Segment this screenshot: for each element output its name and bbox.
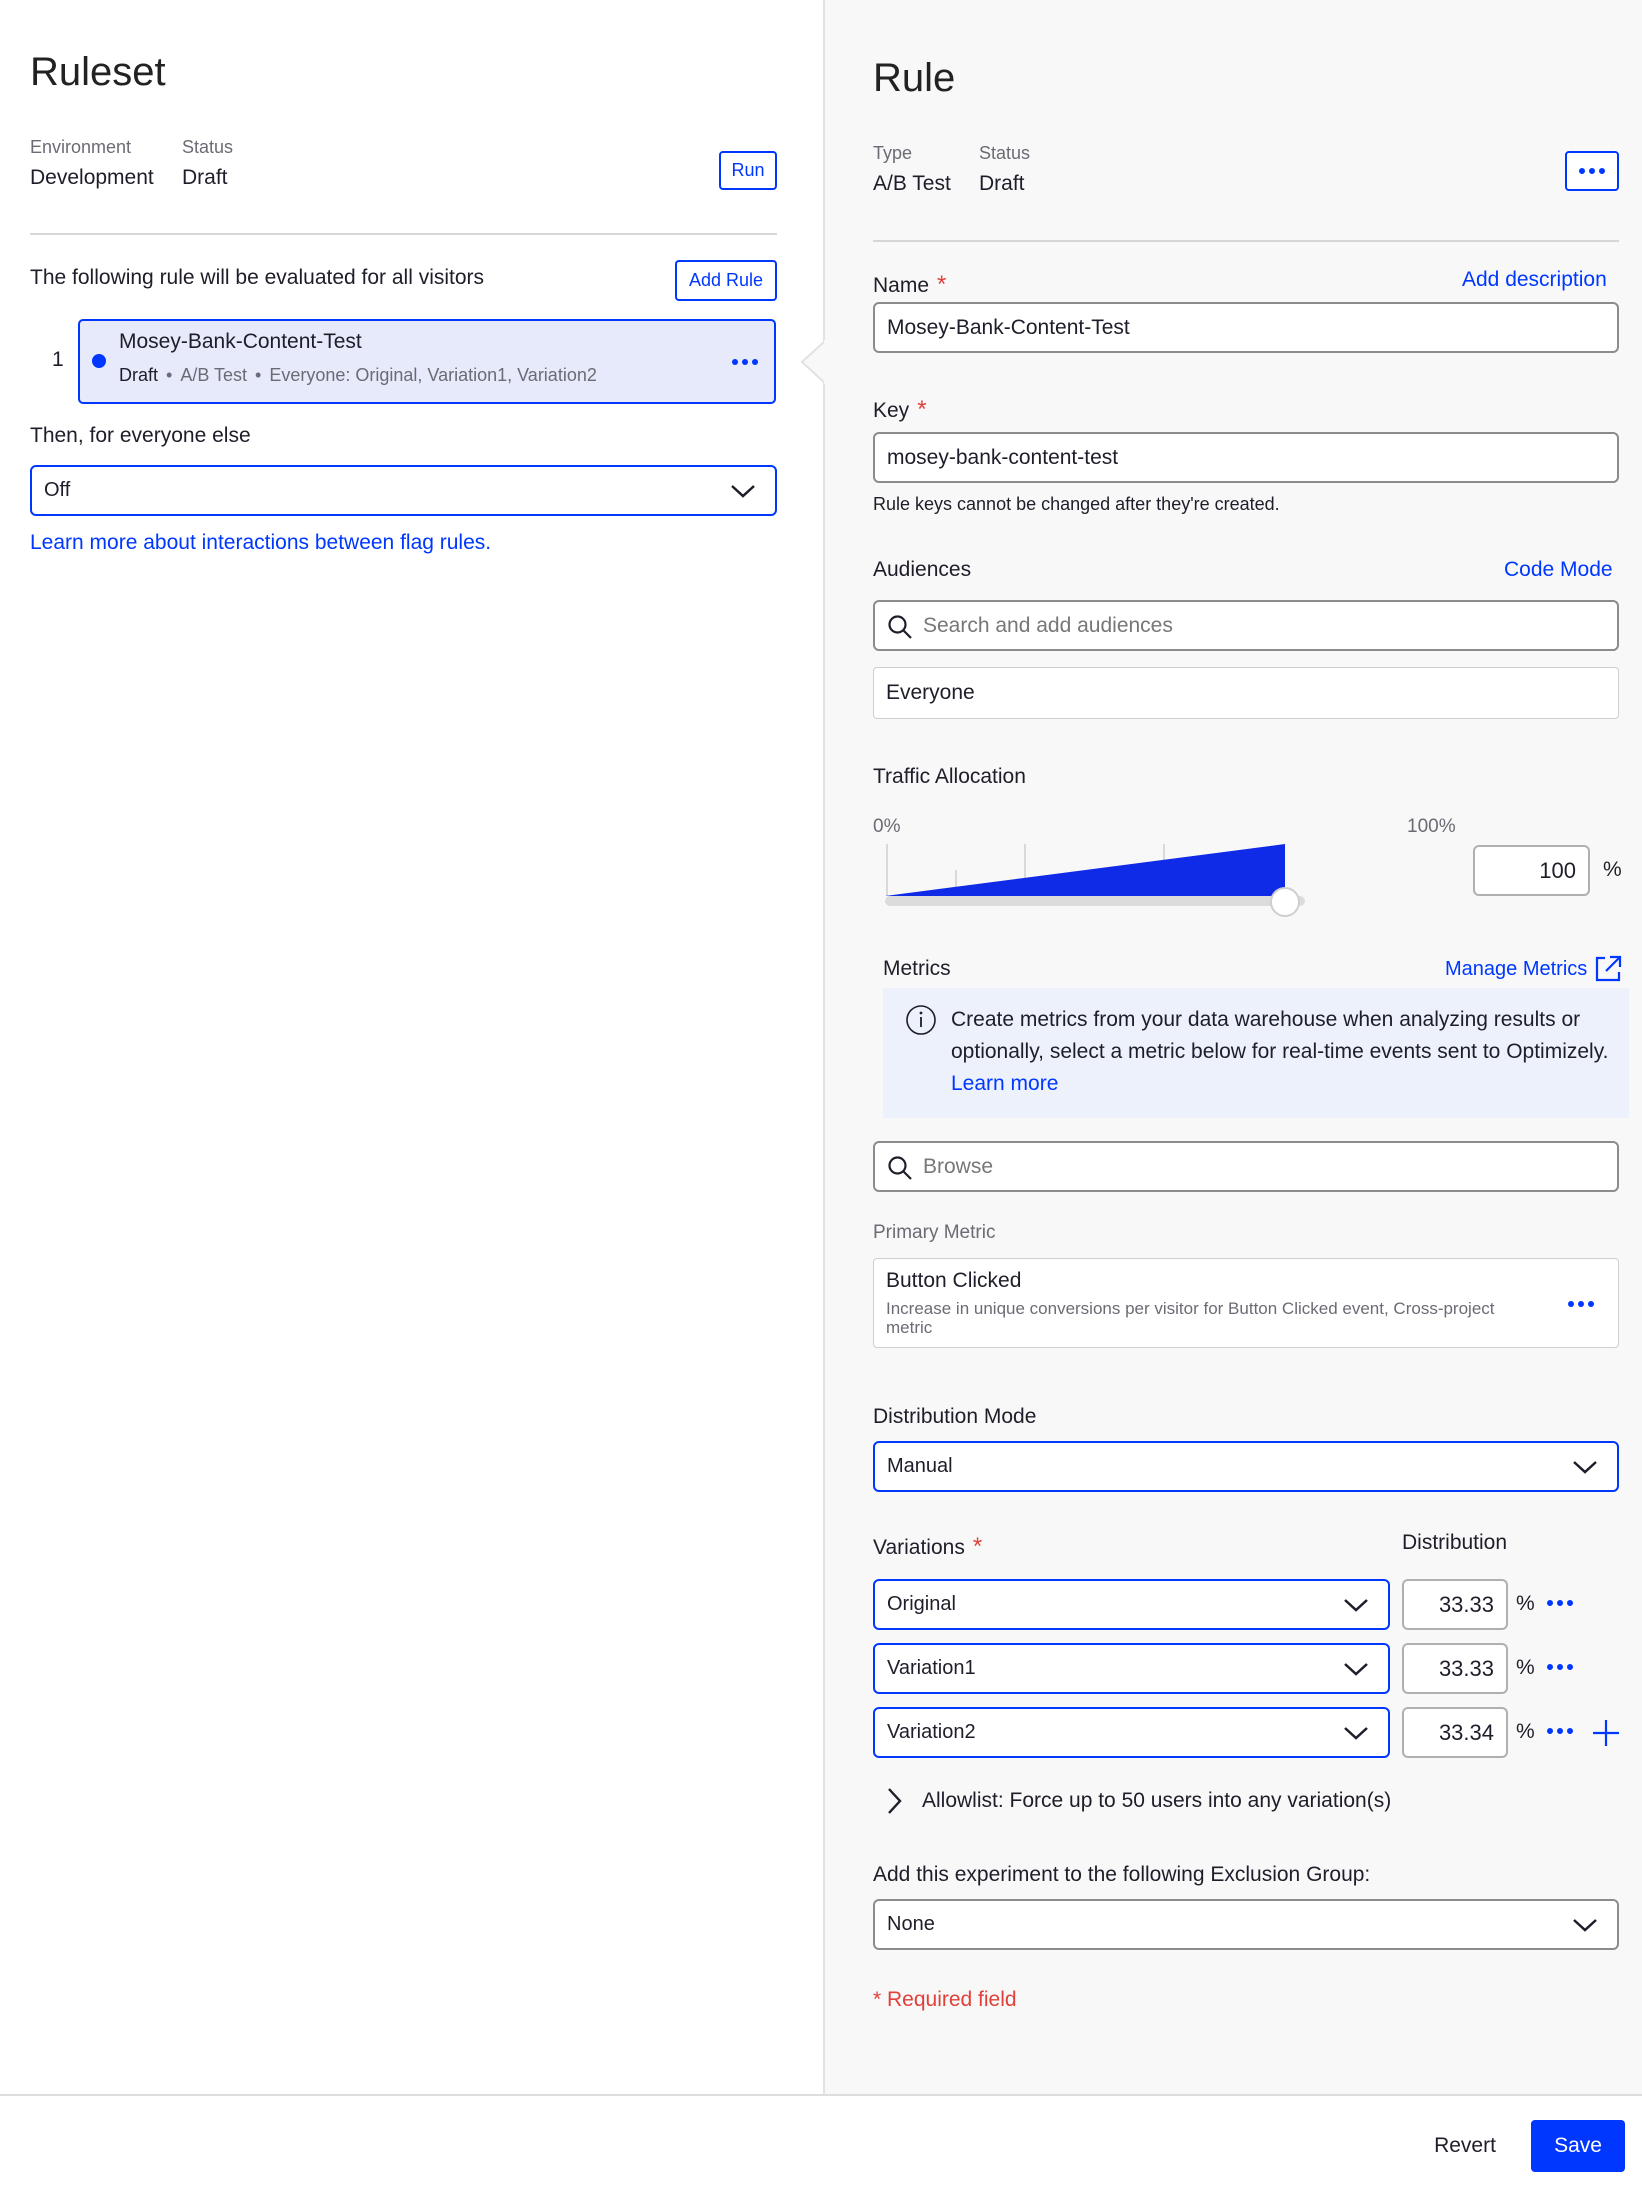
variation-distribution-input[interactable]: 33.33: [1402, 1643, 1508, 1694]
key-input[interactable]: mosey-bank-content-test: [873, 432, 1619, 483]
variation-distribution-input[interactable]: 33.33: [1402, 1579, 1508, 1630]
revert-button[interactable]: Revert: [1434, 2134, 1496, 2157]
exclusion-group-select[interactable]: None: [873, 1899, 1619, 1950]
environment-label: Environment: [30, 137, 132, 157]
chevron-down-icon: [729, 482, 757, 500]
primary-metric-label: Primary Metric: [873, 1222, 996, 1243]
rule-divider: [873, 240, 1619, 242]
ruleset-panel: [0, 0, 823, 2094]
chevron-down-icon: [1571, 1458, 1599, 1476]
key-note: Rule keys cannot be changed after they're created.: [873, 494, 1280, 514]
search-icon: [887, 614, 913, 640]
traffic-max-label: 100%: [1407, 816, 1456, 837]
variation-distribution-input[interactable]: 33.34: [1402, 1707, 1508, 1758]
variation-select-variation2[interactable]: Variation2: [873, 1707, 1390, 1758]
traffic-input[interactable]: 100: [1473, 845, 1590, 896]
rule-meta-type: A/B Test: [180, 365, 248, 385]
audience-everyone: Everyone: [886, 681, 975, 704]
percent-sign: %: [1516, 1720, 1535, 1743]
rule-meta-status: Draft: [119, 365, 159, 385]
chevron-down-icon: [1342, 1596, 1370, 1614]
status-label: Status: [182, 137, 234, 157]
distribution-mode-label: Distribution Mode: [873, 1405, 1037, 1428]
audience-selected-box: [873, 667, 1619, 719]
required-field-note: * Required field: [873, 1988, 1017, 2011]
percent-sign: %: [1516, 1656, 1535, 1679]
meta-separator: •: [255, 365, 262, 385]
chevron-down-icon: [1571, 1916, 1599, 1934]
more-icon: [1579, 168, 1605, 174]
rule-status-label: Status: [979, 143, 1031, 163]
distribution-mode-select[interactable]: Manual: [873, 1441, 1619, 1492]
type-label: Type: [873, 143, 913, 163]
info-icon: [905, 1004, 937, 1036]
exclusion-label: Add this experiment to the following Exclusion Group:: [873, 1863, 1371, 1886]
rule-title: Rule: [873, 56, 956, 100]
learn-more-link[interactable]: Learn more about interactions between flag rules.: [30, 531, 492, 554]
type-value: A/B Test: [873, 172, 951, 195]
evaluated-text: The following rule will be evaluated for all visitors: [30, 266, 485, 289]
selection-pointer-icon: [800, 340, 826, 384]
distribution-label: Distribution: [1402, 1531, 1508, 1554]
audience-search-input[interactable]: Search and add audiences: [873, 600, 1619, 651]
name-label: Name *: [873, 271, 947, 298]
manage-metrics-link[interactable]: Manage Metrics: [1445, 954, 1623, 984]
metrics-label: Metrics: [883, 957, 951, 980]
variations-label: Variations *: [873, 1533, 983, 1560]
fallback-select[interactable]: [30, 465, 777, 516]
primary-metric-desc: Increase in unique conversions per visitor for Button Clicked event, Cross-project metric: [886, 1299, 1495, 1337]
slider-handle[interactable]: [1271, 888, 1299, 916]
variation-select-variation1[interactable]: Variation1: [873, 1643, 1390, 1694]
rule-more-button[interactable]: [1565, 151, 1619, 191]
traffic-percent-sign: %: [1603, 858, 1622, 881]
then-text: Then, for everyone else: [30, 424, 251, 447]
rule-card[interactable]: [78, 319, 776, 404]
rule-name: Mosey-Bank-Content-Test: [119, 330, 362, 353]
percent-sign: %: [1516, 1592, 1535, 1615]
rule-status-value: Draft: [979, 172, 1025, 195]
chevron-down-icon: [1342, 1724, 1370, 1742]
variation-more-icon[interactable]: [1547, 1600, 1573, 1606]
primary-metric-name: Button Clicked: [886, 1269, 1022, 1292]
fallback-value: Off: [44, 479, 71, 501]
key-label: Key *: [873, 396, 927, 423]
traffic-slider[interactable]: [885, 840, 1305, 924]
info-learn-more-link[interactable]: Learn more: [951, 1072, 1059, 1095]
add-variation-plus-icon[interactable]: [1591, 1718, 1621, 1748]
allowlist-toggle[interactable]: [884, 1786, 1391, 1816]
save-button[interactable]: Save: [1531, 2120, 1625, 2172]
rule-status-dot-icon: [92, 354, 106, 368]
audiences-label: Audiences: [873, 558, 972, 581]
rule-index: 1: [52, 348, 64, 371]
traffic-label: Traffic Allocation: [873, 765, 1026, 788]
variation-more-icon[interactable]: [1547, 1728, 1573, 1734]
run-button[interactable]: Run: [719, 151, 777, 190]
traffic-fill: [885, 844, 1285, 896]
metric-browse-input[interactable]: Browse: [873, 1141, 1619, 1192]
variation-more-icon[interactable]: [1547, 1664, 1573, 1670]
meta-separator: •: [166, 365, 173, 385]
name-input[interactable]: Mosey-Bank-Content-Test: [873, 302, 1619, 353]
ruleset-title: Ruleset: [30, 50, 166, 94]
footer-bar: [0, 2094, 1642, 2192]
add-description-link[interactable]: Add description: [1462, 268, 1607, 291]
allowlist-text: Allowlist: Force up to 50 users into any variation(s): [922, 1789, 1392, 1812]
rule-meta-audience: Everyone: Original, Variation1, Variation2: [269, 365, 597, 385]
ruleset-divider: [30, 233, 777, 235]
metric-more-icon[interactable]: [1568, 1301, 1594, 1307]
add-rule-button[interactable]: Add Rule: [675, 260, 777, 301]
environment-value: Development: [30, 166, 154, 189]
chevron-down-icon: [1342, 1660, 1370, 1678]
status-value: Draft: [182, 166, 228, 189]
rule-more-icon[interactable]: [732, 359, 758, 365]
external-link-icon: [1593, 954, 1623, 984]
rule-meta: [119, 365, 597, 386]
search-icon: [887, 1155, 913, 1181]
traffic-min-label: 0%: [873, 816, 901, 837]
primary-metric-card: [873, 1258, 1619, 1348]
info-text: Create metrics from your data warehouse when analyzing results or optionally, select a metric below for real-time events sent to Optimizely. Learn more: [951, 1008, 1609, 1095]
variation-select-original[interactable]: Original: [873, 1579, 1390, 1630]
chevron-right-icon: [884, 1786, 904, 1816]
metrics-info-box: [883, 988, 1629, 1118]
code-mode-link[interactable]: Code Mode: [1504, 558, 1613, 581]
